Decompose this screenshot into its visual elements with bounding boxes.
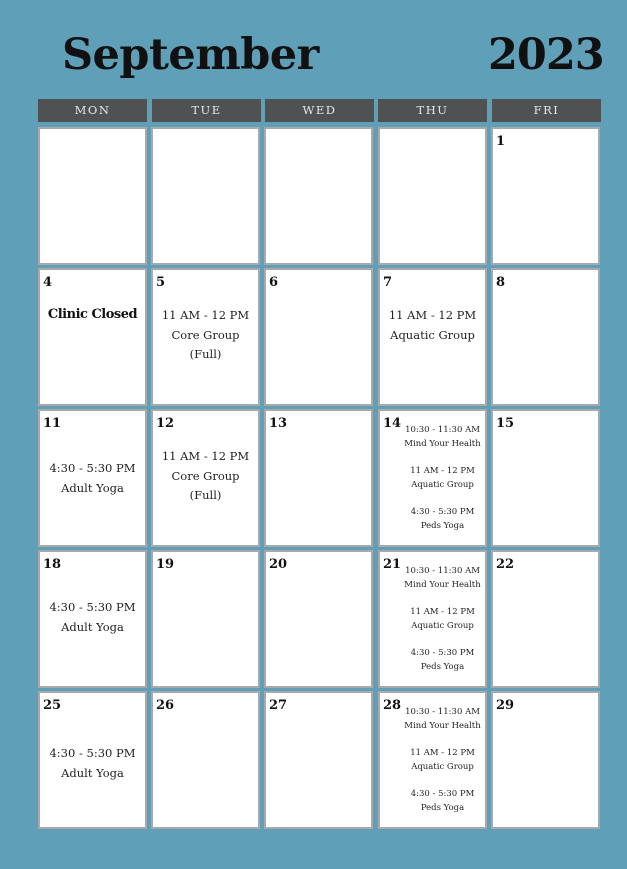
event-time: 4:30 - 5:30 PM <box>410 789 475 799</box>
event-name: Aquatic Group <box>390 327 475 342</box>
event-name: Adult Yoga <box>61 619 124 634</box>
day-cell-25 <box>38 691 147 829</box>
day-cell-28 <box>378 691 487 829</box>
weekday-mon: MON <box>38 99 147 122</box>
event-name: Peds Yoga <box>420 521 465 531</box>
day-cell-19 <box>151 550 260 688</box>
day-cell-empty <box>264 127 373 265</box>
day-cell-29 <box>491 691 600 829</box>
event-name: Peds Yoga <box>420 662 465 672</box>
day-cell-8 <box>491 268 600 406</box>
event-time: 4:30 - 5:30 PM <box>49 600 136 614</box>
event <box>40 598 145 637</box>
day-cell-11 <box>38 409 147 547</box>
event-time: 11 AM - 12 PM <box>410 607 475 617</box>
day-number: 11 <box>43 416 62 431</box>
day-cell-20 <box>264 550 373 688</box>
day-number: 26 <box>156 698 175 713</box>
day-number: 8 <box>496 275 506 290</box>
event-name: Mind Your Health <box>404 580 481 590</box>
event-time: 10:30 - 11:30 AM <box>405 707 480 717</box>
day-number: 28 <box>383 698 402 713</box>
event-name: Adult Yoga <box>61 480 124 495</box>
day-cell-empty <box>38 127 147 265</box>
clinic-closed-note: Clinic Closed <box>47 307 138 322</box>
day-number: 19 <box>156 557 175 572</box>
event-time: 4:30 - 5:30 PM <box>49 461 136 475</box>
day-number: 21 <box>383 557 402 572</box>
day-number: 7 <box>383 275 393 290</box>
day-number: 18 <box>43 557 62 572</box>
day-number: 5 <box>156 275 166 290</box>
event-time: 10:30 - 11:30 AM <box>405 566 480 576</box>
day-number: 29 <box>496 698 515 713</box>
event-list <box>390 423 495 533</box>
day-cell-15 <box>491 409 600 547</box>
day-cell-1 <box>491 127 600 265</box>
day-cell-22 <box>491 550 600 688</box>
event-status: (Full) <box>189 347 222 361</box>
day-cell-4 <box>38 268 147 406</box>
day-cell-6 <box>264 268 373 406</box>
day-number: 13 <box>269 416 288 431</box>
day-cell-empty <box>378 127 487 265</box>
day-cell-21 <box>378 550 487 688</box>
event-name: Aquatic Group <box>411 762 474 772</box>
day-number: 12 <box>156 416 175 431</box>
day-number: 1 <box>496 134 506 149</box>
event-status: (Full) <box>189 488 222 502</box>
month-title: September <box>62 30 319 80</box>
day-number: 22 <box>496 557 515 572</box>
day-number: 20 <box>269 557 288 572</box>
event-name: Adult Yoga <box>61 765 124 780</box>
day-cell-13 <box>264 409 373 547</box>
day-cell-26 <box>151 691 260 829</box>
event-time: 11 AM - 12 PM <box>161 449 250 463</box>
event-name: Aquatic Group <box>411 480 474 490</box>
event-time: 11 AM - 12 PM <box>410 466 475 476</box>
event <box>153 447 258 506</box>
weekday-tue: TUE <box>152 99 261 122</box>
event-name: Mind Your Health <box>404 439 481 449</box>
event <box>40 459 145 498</box>
event-name: Peds Yoga <box>420 803 465 813</box>
weekday-wed: WED <box>265 99 374 122</box>
event-name: Mind Your Health <box>404 721 481 731</box>
event-name: Aquatic Group <box>411 621 474 631</box>
event-time: 11 AM - 12 PM <box>388 308 477 322</box>
day-number: 15 <box>496 416 515 431</box>
event-list <box>390 705 495 815</box>
event-name: Core Group <box>171 327 240 342</box>
year-title: 2023 <box>488 30 604 80</box>
event-time: 11 AM - 12 PM <box>410 748 475 758</box>
event-time: 10:30 - 11:30 AM <box>405 425 480 435</box>
day-number: 27 <box>269 698 288 713</box>
day-cell-5 <box>151 268 260 406</box>
day-cell-18 <box>38 550 147 688</box>
event <box>380 306 485 345</box>
day-number: 25 <box>43 698 62 713</box>
day-cell-27 <box>264 691 373 829</box>
day-number: 14 <box>383 416 402 431</box>
day-cell-empty <box>151 127 260 265</box>
weekday-header <box>38 99 601 122</box>
event-time: 4:30 - 5:30 PM <box>410 648 475 658</box>
event-name: Core Group <box>171 468 240 483</box>
day-number: 4 <box>43 275 53 290</box>
day-cell-12 <box>151 409 260 547</box>
event <box>40 744 145 783</box>
day-number: 6 <box>269 275 279 290</box>
event-time: 4:30 - 5:30 PM <box>410 507 475 517</box>
day-cell-14 <box>378 409 487 547</box>
event <box>153 306 258 365</box>
event-list <box>390 564 495 674</box>
event-time: 11 AM - 12 PM <box>161 308 250 322</box>
event-time: 4:30 - 5:30 PM <box>49 746 136 760</box>
weekday-thu: THU <box>378 99 487 122</box>
day-cell-7 <box>378 268 487 406</box>
weekday-fri: FRI <box>492 99 601 122</box>
